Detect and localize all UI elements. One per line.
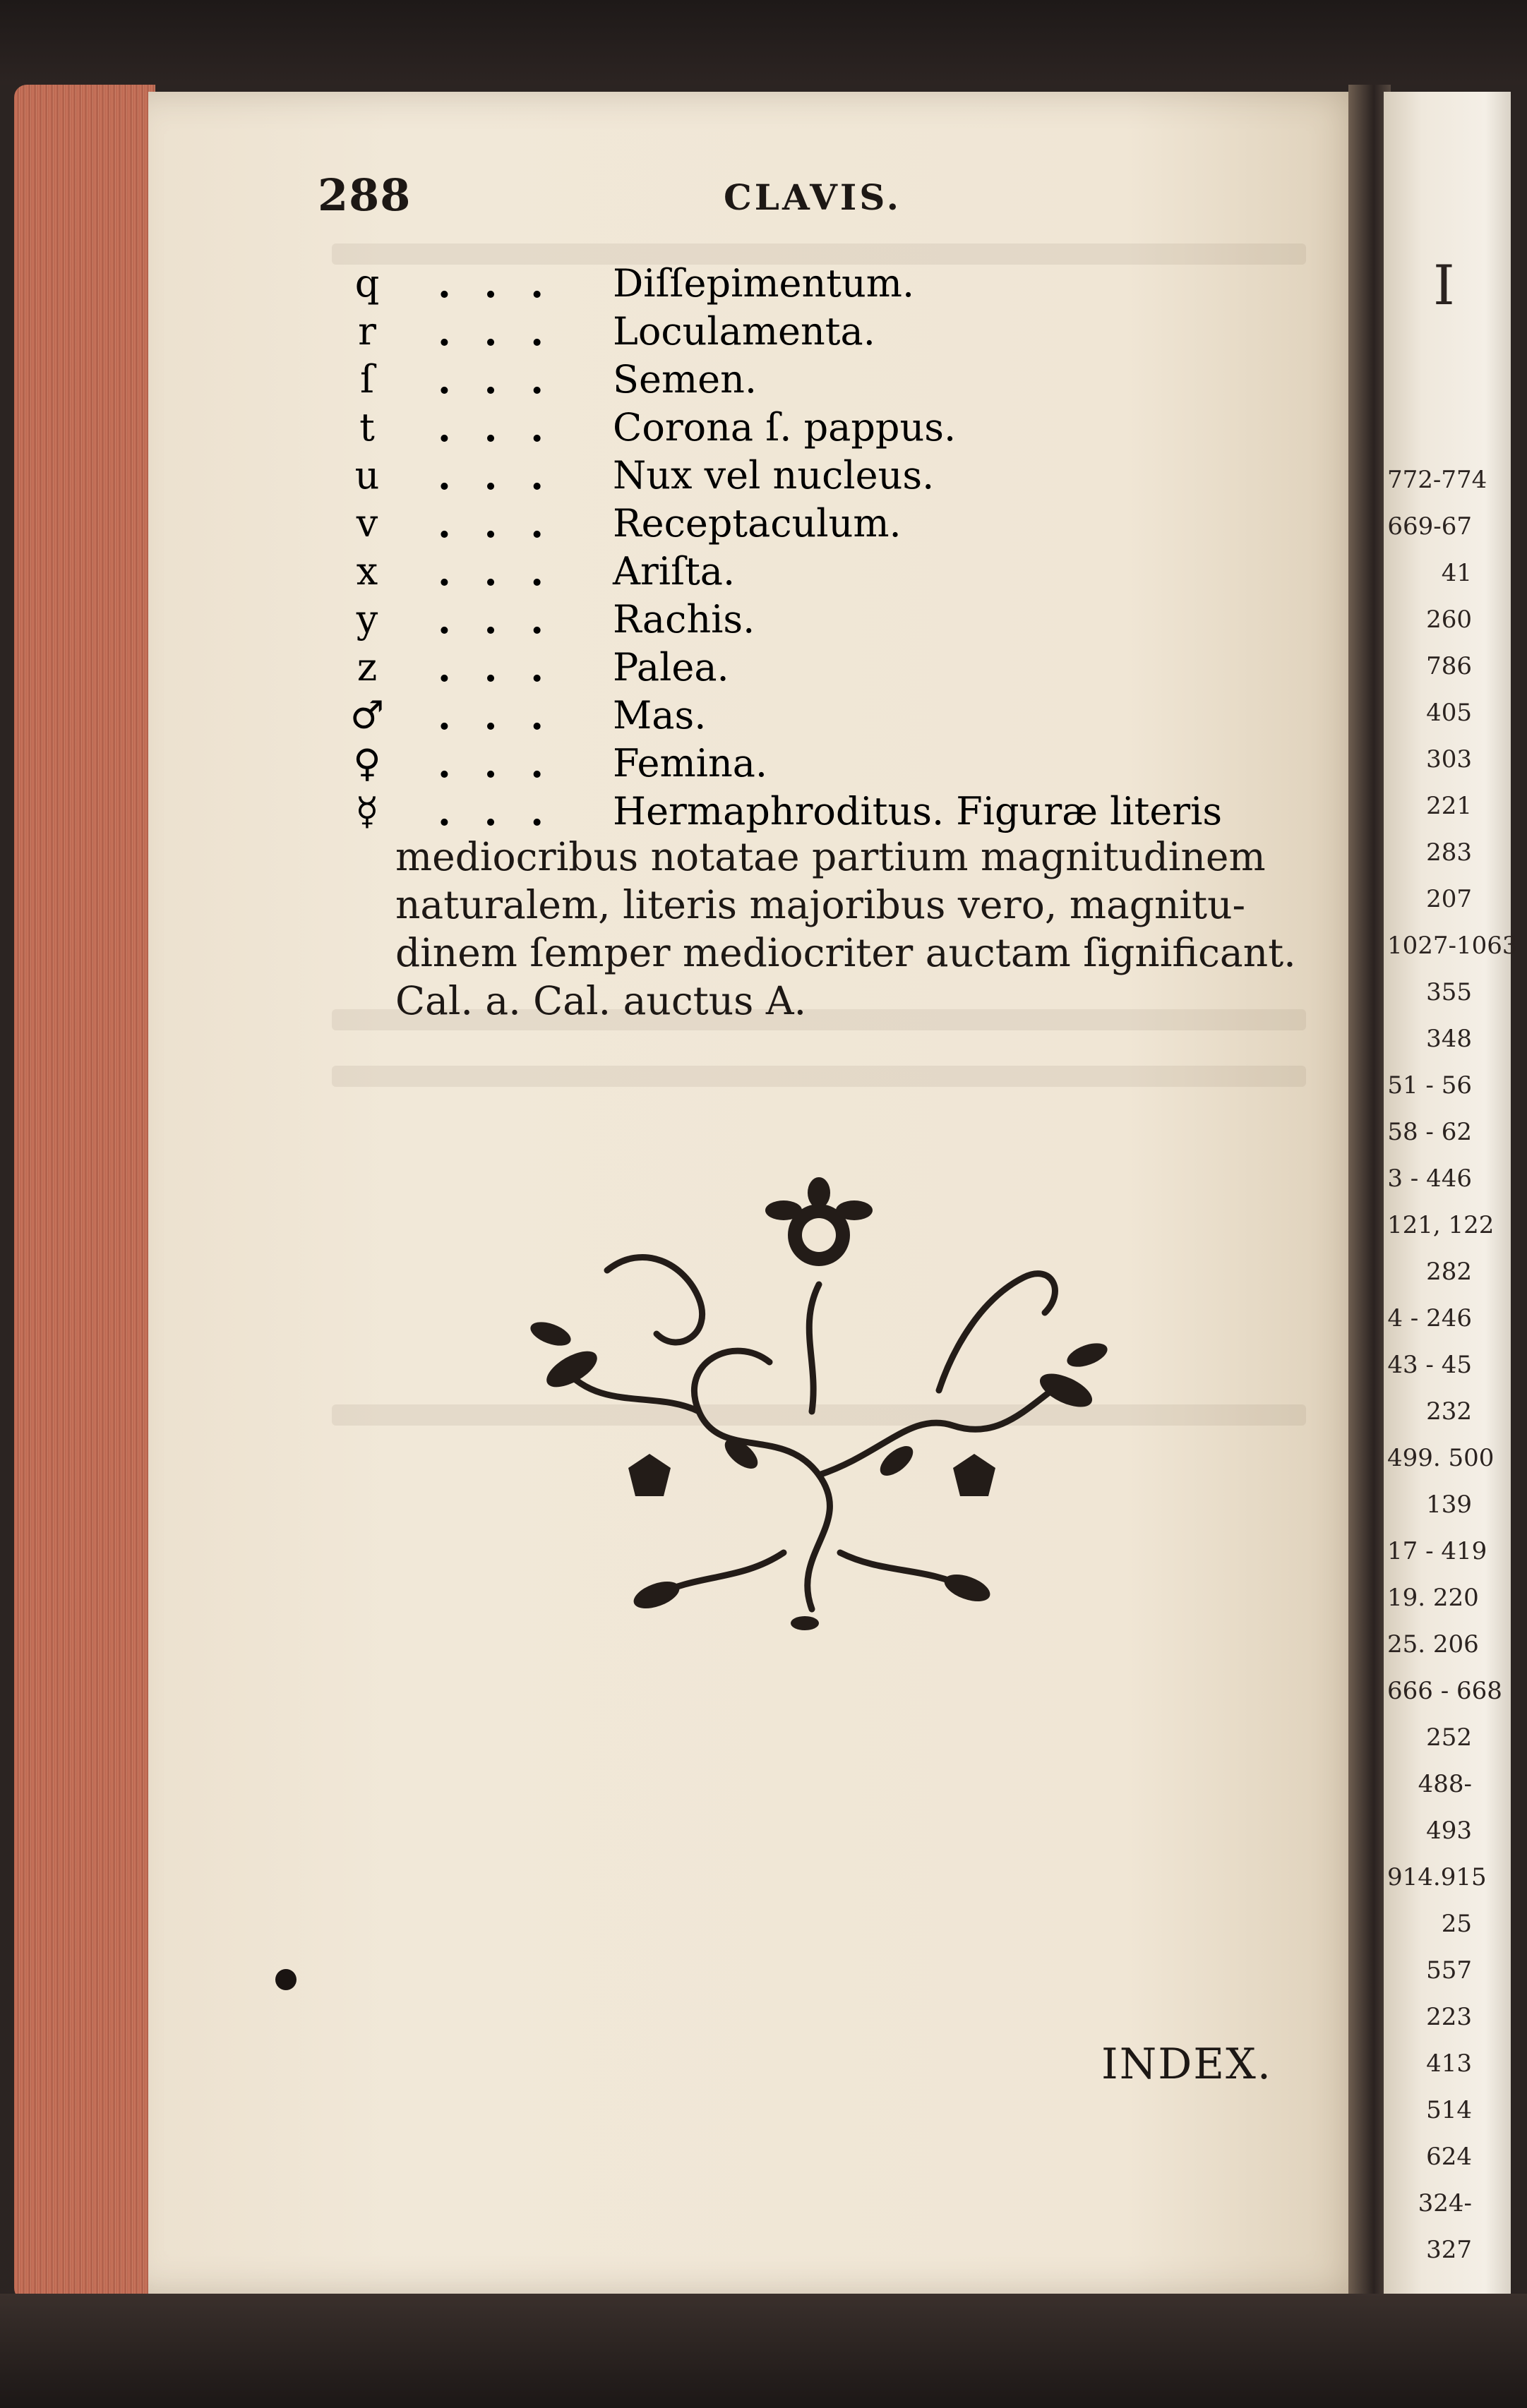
- leader-dots: . . .: [438, 453, 553, 498]
- leader-dots: . . .: [438, 405, 553, 450]
- next-page-number: 327: [1426, 2236, 1472, 2264]
- key-row: [346, 645, 1334, 693]
- note-line: dinem ſemper mediocriter auctam ſignificant.: [395, 930, 1296, 975]
- next-page-number: 493: [1426, 1817, 1472, 1845]
- next-page-number: 413: [1426, 2049, 1472, 2078]
- next-page-number: 488-: [1418, 1770, 1472, 1798]
- next-page-number: 324-: [1418, 2189, 1472, 2217]
- key-row: [346, 693, 1334, 741]
- leader-dots: . . .: [438, 693, 553, 738]
- key-term: Receptaculum.: [613, 501, 902, 546]
- leader-dots: . . .: [438, 501, 553, 546]
- leader-dots: . . .: [438, 597, 553, 642]
- running-head: CLAVIS.: [724, 176, 902, 218]
- next-page-number: 17 - 419: [1387, 1537, 1487, 1565]
- leader-dots: . . .: [438, 549, 553, 594]
- leader-dots: . . .: [438, 309, 553, 354]
- next-page-number: 43 - 45: [1387, 1351, 1472, 1379]
- key-letter: ♂: [349, 693, 385, 738]
- show-through: [332, 1066, 1306, 1087]
- key-letter: x: [356, 549, 378, 594]
- next-page-number: 121, 122: [1387, 1211, 1495, 1239]
- ink-spot: [275, 1969, 297, 1990]
- key-letter: ♀: [353, 741, 381, 785]
- next-page-number: 207: [1426, 885, 1472, 913]
- page-block-edge: [14, 85, 155, 2301]
- key-term: Corona ſ. pappus.: [613, 405, 957, 450]
- key-row: [346, 549, 1334, 597]
- next-page-number: 557: [1426, 1956, 1472, 1985]
- key-term: Ariſta.: [613, 549, 736, 594]
- key-term: Nux vel nucleus.: [613, 453, 935, 498]
- note-line: mediocribus notatae partium magnitudinem: [395, 834, 1266, 879]
- key-term: Loculamenta.: [613, 309, 875, 354]
- leader-dots: . . .: [438, 645, 553, 690]
- next-page-number: 624: [1426, 2143, 1472, 2171]
- key-letter: u: [354, 453, 380, 498]
- key-letter: t: [359, 405, 375, 450]
- next-page-number: 4 - 246: [1387, 1304, 1472, 1332]
- page-number: 288: [318, 169, 412, 221]
- key-row: [346, 405, 1334, 453]
- next-page-number: 283: [1426, 838, 1472, 867]
- next-page-number: 58 - 62: [1387, 1118, 1472, 1146]
- next-page-number: 1027-1063: [1387, 932, 1518, 960]
- next-page-number: 786: [1426, 652, 1472, 680]
- next-page-number: 260: [1426, 606, 1472, 634]
- key-letter: ☿: [355, 789, 379, 833]
- key-row: [346, 357, 1334, 405]
- next-page-number: 223: [1426, 2003, 1472, 2031]
- next-page-number: 666 - 668: [1387, 1677, 1502, 1705]
- key-row: [346, 261, 1334, 309]
- key-letter: ſ: [360, 357, 374, 402]
- key-row: [346, 453, 1334, 501]
- key-row: [346, 789, 1334, 837]
- next-page-number: 139: [1426, 1491, 1472, 1519]
- key-term: Palea.: [613, 645, 729, 690]
- next-page-number: 348: [1426, 1025, 1472, 1053]
- backdrop: [0, 0, 1527, 85]
- note-line: naturalem, literis majoribus vero, magnitu-: [395, 882, 1246, 927]
- next-page-number: 669-67: [1387, 512, 1472, 541]
- key-letter: r: [358, 309, 376, 354]
- key-term: Mas.: [613, 693, 707, 738]
- next-page-number: 25. 206: [1387, 1630, 1479, 1658]
- backdrop-bottom: [0, 2294, 1527, 2408]
- next-page-number: 303: [1426, 745, 1472, 773]
- key-term: Hermaphroditus. Figuræ literis: [613, 789, 1223, 833]
- next-page-number: 914.915: [1387, 1863, 1487, 1891]
- key-term: Femina.: [613, 741, 768, 785]
- next-page-number: 19. 220: [1387, 1584, 1479, 1612]
- next-page-number: 499. 500: [1387, 1444, 1495, 1472]
- explanatory-note: [395, 833, 1306, 1025]
- next-page-number: 252: [1426, 1723, 1472, 1752]
- next-page-number: 25: [1441, 1910, 1472, 1938]
- key-letter: q: [354, 261, 380, 306]
- next-page-number: 41: [1441, 559, 1472, 587]
- next-page-number: 772-774: [1387, 466, 1487, 494]
- key-row: [346, 597, 1334, 645]
- key-term: Semen.: [613, 357, 757, 402]
- leader-dots: . . .: [438, 357, 553, 402]
- next-page-initial: I: [1433, 254, 1455, 318]
- floral-ornament: [487, 1157, 1137, 1637]
- key-term: Diſſepimentum.: [613, 261, 915, 306]
- note-line: Cal. a. Cal. auctus A.: [395, 978, 807, 1023]
- key-row: [346, 741, 1334, 789]
- catchword: INDEX.: [1101, 2040, 1272, 2089]
- next-page-number: 355: [1426, 978, 1472, 1006]
- key-row: [346, 309, 1334, 357]
- next-page-number: 3 - 446: [1387, 1164, 1472, 1193]
- key-list: [346, 261, 1334, 837]
- key-letter: v: [356, 501, 378, 546]
- key-letter: z: [357, 645, 378, 690]
- next-page-number: 221: [1426, 792, 1472, 820]
- next-page-number: 514: [1426, 2096, 1472, 2124]
- key-letter: y: [356, 597, 378, 642]
- key-term: Rachis.: [613, 597, 755, 642]
- next-page-number: 405: [1426, 699, 1472, 727]
- leader-dots: . . .: [438, 789, 553, 834]
- next-page-number: 232: [1426, 1397, 1472, 1426]
- next-page-number: 282: [1426, 1258, 1472, 1286]
- leader-dots: . . .: [438, 261, 553, 306]
- key-row: [346, 501, 1334, 549]
- leader-dots: . . .: [438, 741, 553, 786]
- next-page-number: 51 - 56: [1387, 1071, 1472, 1100]
